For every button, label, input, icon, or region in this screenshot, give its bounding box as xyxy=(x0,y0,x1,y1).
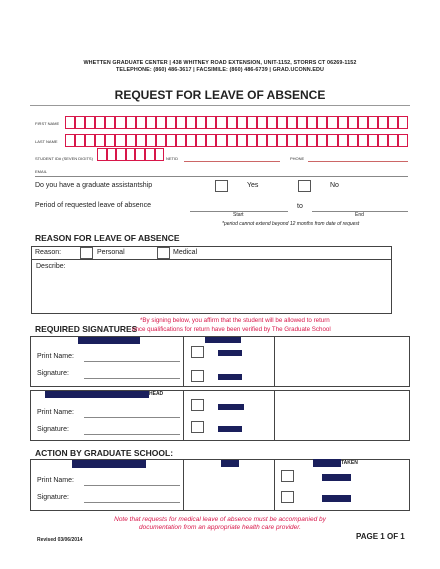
char-box[interactable] xyxy=(358,116,368,129)
char-box[interactable] xyxy=(75,116,85,129)
redacted-action-role xyxy=(72,460,146,468)
char-box[interactable] xyxy=(227,116,237,129)
personal-checkbox[interactable] xyxy=(80,247,93,259)
print-name-label: Print Name: xyxy=(37,353,74,360)
signature-label: Signature: xyxy=(37,426,69,433)
approve-checkbox[interactable] xyxy=(191,399,204,411)
footer-note-line1: Note that requests for medical leave of absence must be accompanied by xyxy=(114,516,326,523)
char-box[interactable] xyxy=(348,134,358,147)
first-name-boxes[interactable] xyxy=(65,116,408,129)
char-box[interactable] xyxy=(338,134,348,147)
char-box[interactable] xyxy=(247,134,257,147)
char-box[interactable] xyxy=(107,148,117,161)
char-box[interactable] xyxy=(186,134,196,147)
char-box[interactable] xyxy=(85,116,95,129)
char-box[interactable] xyxy=(227,134,237,147)
char-box[interactable] xyxy=(136,116,146,129)
char-box[interactable] xyxy=(247,116,257,129)
char-box[interactable] xyxy=(327,116,337,129)
personal-label: Personal xyxy=(97,249,125,256)
char-box[interactable] xyxy=(75,134,85,147)
role-head-suffix: HEAD xyxy=(149,391,164,397)
char-box[interactable] xyxy=(317,116,327,129)
email-label: EMAIL xyxy=(35,169,48,174)
approve-checkbox[interactable] xyxy=(191,346,204,358)
redacted-option xyxy=(218,426,242,432)
char-box[interactable] xyxy=(156,116,166,129)
char-box[interactable] xyxy=(166,116,176,129)
char-box[interactable] xyxy=(115,134,125,147)
char-box[interactable] xyxy=(65,116,75,129)
redacted-option xyxy=(322,495,351,502)
char-box[interactable] xyxy=(267,116,277,129)
action-print-name-label: Print Name: xyxy=(37,477,74,484)
assistantship-yes-label: Yes xyxy=(247,182,259,189)
char-box[interactable] xyxy=(338,116,348,129)
deny-checkbox[interactable] xyxy=(191,370,204,382)
deny-checkbox[interactable] xyxy=(191,421,204,433)
page-number: PAGE 1 OF 1 xyxy=(356,532,405,541)
netid-label: NETID xyxy=(166,156,178,161)
period-note: *period cannot extend beyond 12 months from date of request xyxy=(222,221,360,227)
phone-label: PHONE xyxy=(290,156,305,161)
char-box[interactable] xyxy=(297,134,307,147)
action-deny-checkbox[interactable] xyxy=(281,491,294,503)
char-box[interactable] xyxy=(257,116,267,129)
describe-textarea[interactable] xyxy=(75,262,385,310)
char-box[interactable] xyxy=(126,116,136,129)
footer-note-line2: documentation from an appropriate health care provider. xyxy=(139,524,301,531)
char-box[interactable] xyxy=(155,148,165,161)
char-box[interactable] xyxy=(126,148,136,161)
char-box[interactable] xyxy=(65,134,75,147)
char-box[interactable] xyxy=(116,148,126,161)
char-box[interactable] xyxy=(398,116,408,129)
char-box[interactable] xyxy=(95,116,105,129)
last-name-boxes[interactable] xyxy=(65,134,408,147)
char-box[interactable] xyxy=(388,116,398,129)
action-signature-field[interactable] xyxy=(84,502,180,503)
last-name-label: LAST NAME xyxy=(35,139,58,144)
start-caption: Start xyxy=(233,212,244,218)
char-box[interactable] xyxy=(105,134,115,147)
period-label: Period of requested leave of absence xyxy=(35,202,151,209)
char-box[interactable] xyxy=(136,134,146,147)
medical-label: Medical xyxy=(173,249,198,256)
assistantship-yes-checkbox[interactable] xyxy=(215,180,228,192)
signing-note-line2: once qualifications for return have been verified by The Graduate School xyxy=(132,326,331,333)
page-title: REQUEST FOR LEAVE OF ABSENCE xyxy=(114,88,326,102)
char-box[interactable] xyxy=(126,134,136,147)
first-name-label: FIRST NAME xyxy=(35,121,60,126)
netid-field[interactable] xyxy=(184,161,280,162)
redacted-option xyxy=(218,374,242,380)
redacted-role-1 xyxy=(78,337,140,344)
divider xyxy=(183,459,184,511)
char-box[interactable] xyxy=(317,134,327,147)
redacted-action-prefix xyxy=(313,459,341,467)
reason-heading: REASON FOR LEAVE OF ABSENCE xyxy=(35,233,180,243)
period-to: to xyxy=(297,203,303,210)
char-box[interactable] xyxy=(348,116,358,129)
reason-label: Reason: xyxy=(35,249,62,256)
char-box[interactable] xyxy=(398,134,408,147)
char-box[interactable] xyxy=(105,116,115,129)
char-box[interactable] xyxy=(85,134,95,147)
char-box[interactable] xyxy=(115,116,125,129)
char-box[interactable] xyxy=(368,116,378,129)
char-box[interactable] xyxy=(378,134,388,147)
char-box[interactable] xyxy=(156,134,166,147)
action-taken-suffix: TAKEN xyxy=(341,460,358,466)
email-field[interactable] xyxy=(35,176,408,177)
signing-note-line1: *By signing below, you affirm that the student will be allowed to return xyxy=(140,317,330,324)
assistantship-no-label: No xyxy=(330,182,339,189)
redacted-header xyxy=(205,337,241,343)
char-box[interactable] xyxy=(97,148,107,161)
title-divider xyxy=(30,105,410,106)
char-box[interactable] xyxy=(176,116,186,129)
divider xyxy=(183,336,184,387)
assistantship-no-checkbox[interactable] xyxy=(298,180,311,192)
char-box[interactable] xyxy=(237,116,247,129)
char-box[interactable] xyxy=(186,116,196,129)
char-box[interactable] xyxy=(327,134,337,147)
char-box[interactable] xyxy=(378,116,388,129)
char-box[interactable] xyxy=(267,134,277,147)
redacted-option xyxy=(322,474,351,481)
char-box[interactable] xyxy=(257,134,267,147)
divider xyxy=(274,390,275,441)
char-box[interactable] xyxy=(307,134,317,147)
medical-checkbox[interactable] xyxy=(157,247,170,259)
print-name-field[interactable] xyxy=(84,361,180,362)
assistantship-question: Do you have a graduate assistantship xyxy=(35,182,153,189)
char-box[interactable] xyxy=(196,116,206,129)
action-signature-label: Signature: xyxy=(37,494,69,501)
signature-field[interactable] xyxy=(84,434,180,435)
char-box[interactable] xyxy=(277,116,287,129)
char-box[interactable] xyxy=(287,134,297,147)
char-box[interactable] xyxy=(216,116,226,129)
address-line: WHETTEN GRADUATE CENTER | 438 WHITNEY ROAD EXTENSION, UNIT-1152, STORRS CT 06269-1152 xyxy=(83,60,357,66)
revised-date: Revised 03/06/2014 xyxy=(37,537,83,543)
contact-line: TELEPHONE: (860) 486-3617 | FACSIMILE: (860) 486-6739 | GRAD.UCONN.EDU xyxy=(115,67,325,73)
required-signatures-heading: REQUIRED SIGNATURES xyxy=(35,324,138,334)
char-box[interactable] xyxy=(237,134,247,147)
char-box[interactable] xyxy=(358,134,368,147)
char-box[interactable] xyxy=(166,134,176,147)
char-box[interactable] xyxy=(368,134,378,147)
char-box[interactable] xyxy=(146,134,156,147)
char-box[interactable] xyxy=(176,134,186,147)
student-id-label: STUDENT ID# (SEVEN DIGITS) xyxy=(35,156,93,161)
action-heading: ACTION BY GRADUATE SCHOOL: xyxy=(35,448,174,458)
student-id-boxes[interactable] xyxy=(97,148,164,161)
action-print-name-field[interactable] xyxy=(84,485,180,486)
print-name-label: Print Name: xyxy=(37,409,74,416)
signature-field[interactable] xyxy=(84,378,180,379)
divider xyxy=(274,336,275,387)
redacted-role-2 xyxy=(45,391,149,398)
char-box[interactable] xyxy=(277,134,287,147)
divider xyxy=(274,459,275,511)
char-box[interactable] xyxy=(297,116,307,129)
print-name-field[interactable] xyxy=(84,417,180,418)
char-box[interactable] xyxy=(146,116,156,129)
char-box[interactable] xyxy=(206,116,216,129)
char-box[interactable] xyxy=(287,116,297,129)
signature-label: Signature: xyxy=(37,370,69,377)
char-box[interactable] xyxy=(145,148,155,161)
char-box[interactable] xyxy=(206,134,216,147)
char-box[interactable] xyxy=(388,134,398,147)
redacted-option xyxy=(218,350,242,356)
phone-field[interactable] xyxy=(308,161,408,162)
action-approve-checkbox[interactable] xyxy=(281,470,294,482)
char-box[interactable] xyxy=(135,148,145,161)
char-box[interactable] xyxy=(216,134,226,147)
end-caption: End xyxy=(355,212,364,218)
describe-label: Describe: xyxy=(36,263,66,270)
char-box[interactable] xyxy=(95,134,105,147)
char-box[interactable] xyxy=(196,134,206,147)
char-box[interactable] xyxy=(307,116,317,129)
redacted-action-header xyxy=(221,460,239,467)
redacted-option xyxy=(218,404,244,410)
divider xyxy=(183,390,184,441)
